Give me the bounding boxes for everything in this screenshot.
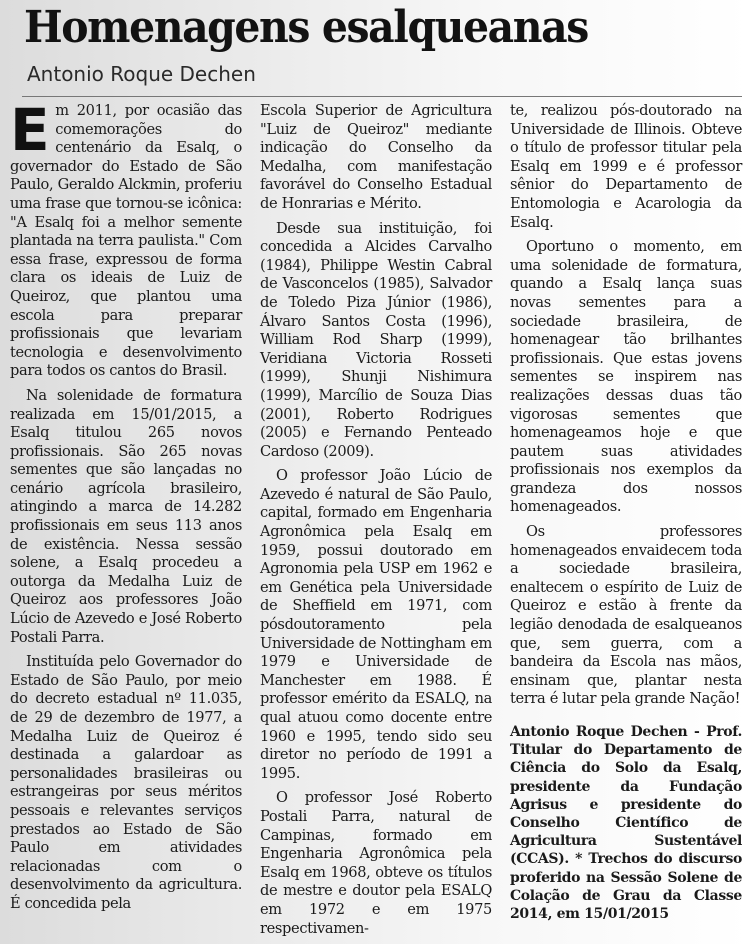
header-rule [22, 96, 742, 97]
paragraph-text: m 2011, por ocasião das comemorações do centenário da Esalq, o governador do Estado de São Paulo, Geraldo Alckmin, proferiu uma frase que tornou-se icônica: "A Esalq foi a melhor semente plantada na terra paulista." Com essa frase, expressou de forma clara os ideais de Luiz de Queiroz, que plantou uma escola para preparar profissionais que levariam tecnologia e desenvolvimento para todos os cantos do Brasil. [10, 102, 242, 380]
drop-cap: E [10, 96, 50, 164]
paragraph [10, 96, 242, 381]
paragraph: Na solenidade de formatura realizada em 15/01/2015, a Esalq titulou 265 novos profissionais. São 265 novas sementes que são lançadas no cenário agrícola brasileiro, atingindo a marca de 14.282 profissionais em seus 113 anos de existência. Nessa sessão solene, a Esalq procedeu a outorga da Medalha Luiz de Queiroz aos professores João Lúcio de Azevedo e José Roberto Postali Parra. [10, 386, 242, 646]
author-bio: Antonio Roque Dechen - Prof. Titular do Departamento de Ciência do Solo da Esalq, presidente da Fundação Agrisus e presidente do Conselho Científico de Agricultura Sustentável (CCAS). * Trechos do discurso proferido na Sessão Solene de Colação de Grau da Classe 2014, em 15/01/2015 [510, 724, 742, 923]
paragraph: Oportuno o momento, em uma solenidade de formatura, quando a Esalq lança suas novas sementes para a sociedade brasileira, de homenagear tão brilhantes profissionais. Que estas jovens sementes se inspirem nas realizações dessas duas tão vigorosas sementes que homenageamos hoje e que pautem suas atividades profissionais nos exemplos da grandeza dos nossos homenageados. [510, 238, 742, 516]
column-2 [260, 102, 492, 944]
paragraph: O professor João Lúcio de Azevedo é natural de São Paulo, capital, formado em Engenharia Agronômica pela Esalq em 1959, possui doutorado em Agronomia pela USP em 1962 e em Genética pela Universidade de Sheffield em 1971, com pósdoutoramento pela Universidade de Nottingham em 1979 e Universidade de Manchester em 1988. É professor emérito da ESALQ, na qual atuou como docente entre 1960 e 1995, tendo sido seu diretor no período de 1991 a 1995. [260, 467, 492, 782]
paragraph: Instituída pelo Governador do Estado de São Paulo, por meio do decreto estadual nº 11.035, de 29 de dezembro de 1977, a Medalha Luiz de Queiroz é destinada a galardoar as personalidades brasileiras ou estrangeiras por seus méritos pessoais e relevantes serviços prestados ao Estado de São Paulo em atividades relacionadas com o desenvolvimento da agricultura. É concedida pela [10, 653, 242, 912]
paragraph: Desde sua instituição, foi concedida a Alcides Carvalho (1984), Philippe Westin Cabral de Vasconcelos (1985), Salvador de Toledo Piza Júnior (1986), Álvaro Santos Costa (1996), William Rod Sharp (1999), Veridiana Victoria Rosseti (1999), Shunji Nishimura (1999), Marcílio de Souza Dias (2001), Roberto Rodrigues (2005) e Fernando Penteado Cardoso (2009). [260, 219, 492, 460]
article-title: Homenagens esalqueanas [24, 2, 588, 53]
author-byline: Antonio Roque Dechen [27, 62, 256, 86]
paragraph: Os professores homenageados envaidecem toda a sociedade brasileira, enaltecem o espírito de Luiz de Queiroz e estão à frente da legião denodada de esalqueanos que, sem guerra, com a bandeira da Escola nas mãos, ensinam que, plantar nesta terra é lutar pela grande Nação! [510, 523, 742, 708]
column-3 [510, 102, 742, 929]
column-1 [10, 96, 242, 920]
paragraph: O professor José Roberto Postali Parra, natural de Campinas, formado em Engenharia Agronômica pela Esalq em 1968, obteve os títulos de mestre e doutor pela ESALQ em 1972 e em 1975 respectivamen- [260, 789, 492, 937]
paragraph: Escola Superior de Agricultura "Luiz de Queiroz" mediante indicação do Conselho da Medalha, com manifestação favorável do Conselho Estadual de Honrarias e Mérito. [260, 102, 492, 212]
paragraph: te, realizou pós-doutorado na Universidade de Illinois. Obteve o título de professor titular pela Esalq em 1999 e é professor sênior do Departamento de Entomologia e Acarologia da Esalq. [510, 102, 742, 231]
